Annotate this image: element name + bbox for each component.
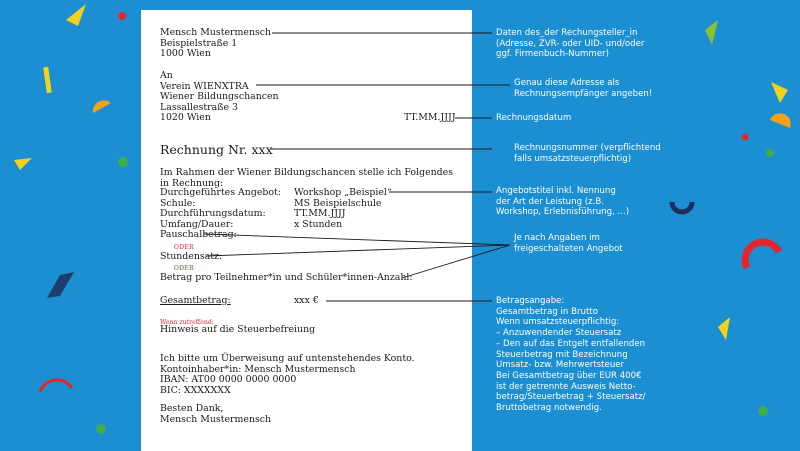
recipient-block bbox=[160, 71, 279, 124]
tax-note: Hinweis auf die Steuerbefreiung bbox=[160, 324, 316, 335]
annotation-line: Gesamtbetrag in Brutto bbox=[496, 306, 598, 317]
payment-account-holder: Kontoinhaber*in: Mensch Mustermensch bbox=[160, 363, 356, 375]
annotation-line: der Art der Leistung (z.B. bbox=[496, 196, 604, 207]
green-dot-right-shape bbox=[766, 149, 774, 157]
annotation-line: ggf. Firmenbuch-Nummer) bbox=[496, 49, 609, 60]
annotation-line: ist der getrennte Ausweis Netto- bbox=[496, 381, 636, 392]
invoice-intro bbox=[160, 168, 453, 189]
pauschal-label: Pauschalbetrag: bbox=[160, 229, 237, 240]
yellow-bar-shape bbox=[43, 67, 52, 93]
closing-name: Mensch Mustermensch bbox=[160, 413, 272, 425]
annotation-line: falls umsatzsteuerpflichtig) bbox=[514, 153, 632, 164]
payment-iban: IBAN: AT00 0000 0000 0000 bbox=[160, 374, 297, 386]
payment-line: Ich bitte um Überweisung auf untenstehendes Konto. bbox=[160, 353, 415, 364]
orange-semicircle-shape bbox=[93, 100, 111, 113]
details-value: MS Beispielschule bbox=[294, 197, 382, 209]
recipient-org: Verein WIENXTRA bbox=[160, 80, 249, 92]
annotation-line: Wenn umsatzsteuerpflichtig: bbox=[496, 317, 620, 328]
details-value: x Stunden bbox=[294, 218, 343, 230]
total-value: xxx € bbox=[294, 295, 319, 306]
annotation-date: Rechnungsdatum bbox=[496, 113, 572, 123]
annotation-line: Je nach Angaben im bbox=[514, 233, 600, 243]
red-ring-shape bbox=[745, 242, 779, 268]
payment-block bbox=[160, 354, 415, 396]
recipient-an: An bbox=[160, 70, 173, 81]
annotation-number bbox=[514, 143, 661, 164]
annotation-line: Bruttobetrag notwendig. bbox=[496, 403, 602, 414]
annotation-line: Bei Gesamtbetrag über EUR 400€ bbox=[496, 370, 642, 381]
details-label: Umfang/Dauer: bbox=[160, 218, 234, 230]
yellow-triangle-shape bbox=[66, 4, 86, 26]
intro-line-1: Im Rahmen der Wiener Bildungschancen stelle ich Folgendes bbox=[160, 167, 454, 178]
red-dot-shape bbox=[118, 12, 126, 20]
recipient-street: Lassallestraße 3 bbox=[160, 101, 238, 113]
annotation-line: – Den auf das Entgelt entfallenden bbox=[496, 338, 646, 349]
annotation-line: freigeschalteten Angebot bbox=[514, 243, 623, 254]
total-label: Gesamtbetrag: bbox=[160, 295, 231, 306]
oder-label-1: ODER bbox=[174, 244, 194, 251]
recipient-dept: Wiener Bildungschancen bbox=[160, 91, 279, 103]
green-dot-shape bbox=[118, 157, 128, 167]
annotation-sender bbox=[496, 28, 644, 60]
per-participant-label: Betrag pro Teilnehmer*in und Schüler*innen-Anzahl: bbox=[160, 272, 413, 283]
closing-thanks: Besten Dank, bbox=[160, 403, 224, 414]
annotation-line: Daten des_der Rechungsteller_in bbox=[496, 28, 638, 38]
annotation-line: Angebotstitel inkl. Nennung bbox=[496, 186, 616, 196]
navy-arc-shape bbox=[672, 202, 692, 212]
details-value: Workshop „Beispiel“ bbox=[294, 187, 392, 198]
green-dot-bottom-shape bbox=[758, 406, 768, 416]
orange-shape-right bbox=[770, 113, 791, 128]
oder-label-2: ODER bbox=[174, 265, 194, 272]
annotation-recipient bbox=[514, 78, 652, 99]
annotation-line: – Anzuwendender Steuersatz bbox=[496, 328, 622, 339]
details-value: TT.MM.JJJJ bbox=[294, 208, 346, 220]
payment-bic: BIC: XXXXXXX bbox=[160, 384, 231, 396]
yellow-bottom-triangle-shape bbox=[718, 317, 730, 340]
green-dot-left-shape bbox=[96, 424, 106, 434]
annotation-line: Rechnungsempfänger angeben! bbox=[514, 88, 653, 99]
green-triangle-shape bbox=[705, 20, 718, 45]
annotation-line: Workshop, Erlebnisführung, ...) bbox=[496, 207, 630, 218]
annotation-line: Umsatz- bzw. Mehrwertsteuer bbox=[496, 360, 625, 371]
details-label: Durchführungsdatum: bbox=[160, 208, 266, 220]
annotation-line: Genau diese Adresse als bbox=[514, 78, 620, 88]
intro-line-2: in Rechnung: bbox=[160, 177, 224, 189]
annotation-offer bbox=[496, 186, 629, 218]
details-label: Schule: bbox=[160, 197, 196, 209]
annotation-line: Rechnungsnummer (verpflichtend bbox=[514, 143, 661, 153]
sender-block bbox=[160, 28, 271, 60]
sender-street: Beispielstraße 1 bbox=[160, 37, 238, 49]
annotation-total bbox=[496, 296, 646, 414]
yellow-small-triangle-shape bbox=[14, 158, 32, 170]
annotation-line: (Adresse, ZVR- oder UID- und/oder bbox=[496, 38, 645, 49]
annotation-amounts bbox=[514, 233, 623, 254]
details-label: Durchgeführtes Angebot: bbox=[160, 187, 281, 198]
sender-city: 1000 Wien bbox=[160, 48, 211, 60]
stunden-label: Stundensatz: bbox=[160, 251, 223, 262]
yellow-triangle-right-shape bbox=[771, 82, 788, 103]
annotation-line: betrag/Steuerbetrag + Steuersatz/ bbox=[496, 392, 646, 403]
details-table bbox=[160, 188, 392, 230]
red-dot-right-shape bbox=[742, 134, 749, 141]
closing-block bbox=[160, 404, 271, 425]
sender-name: Mensch Mustermensch bbox=[160, 27, 272, 38]
red-arc-outline-shape bbox=[40, 380, 72, 392]
wenn-zutreffend-label: Wenn zutreffend: bbox=[160, 319, 214, 326]
annotation-line: Steuerbetrag mit Bezeichnung bbox=[496, 349, 628, 360]
invoice-title: Rechnung Nr. xxx bbox=[160, 142, 273, 157]
navy-slash-shape bbox=[47, 272, 74, 298]
invoice-date: TT.MM.JJJJ bbox=[404, 112, 456, 123]
recipient-city: 1020 Wien bbox=[160, 112, 211, 124]
annotation-line: Betragsangabe: bbox=[496, 296, 565, 306]
